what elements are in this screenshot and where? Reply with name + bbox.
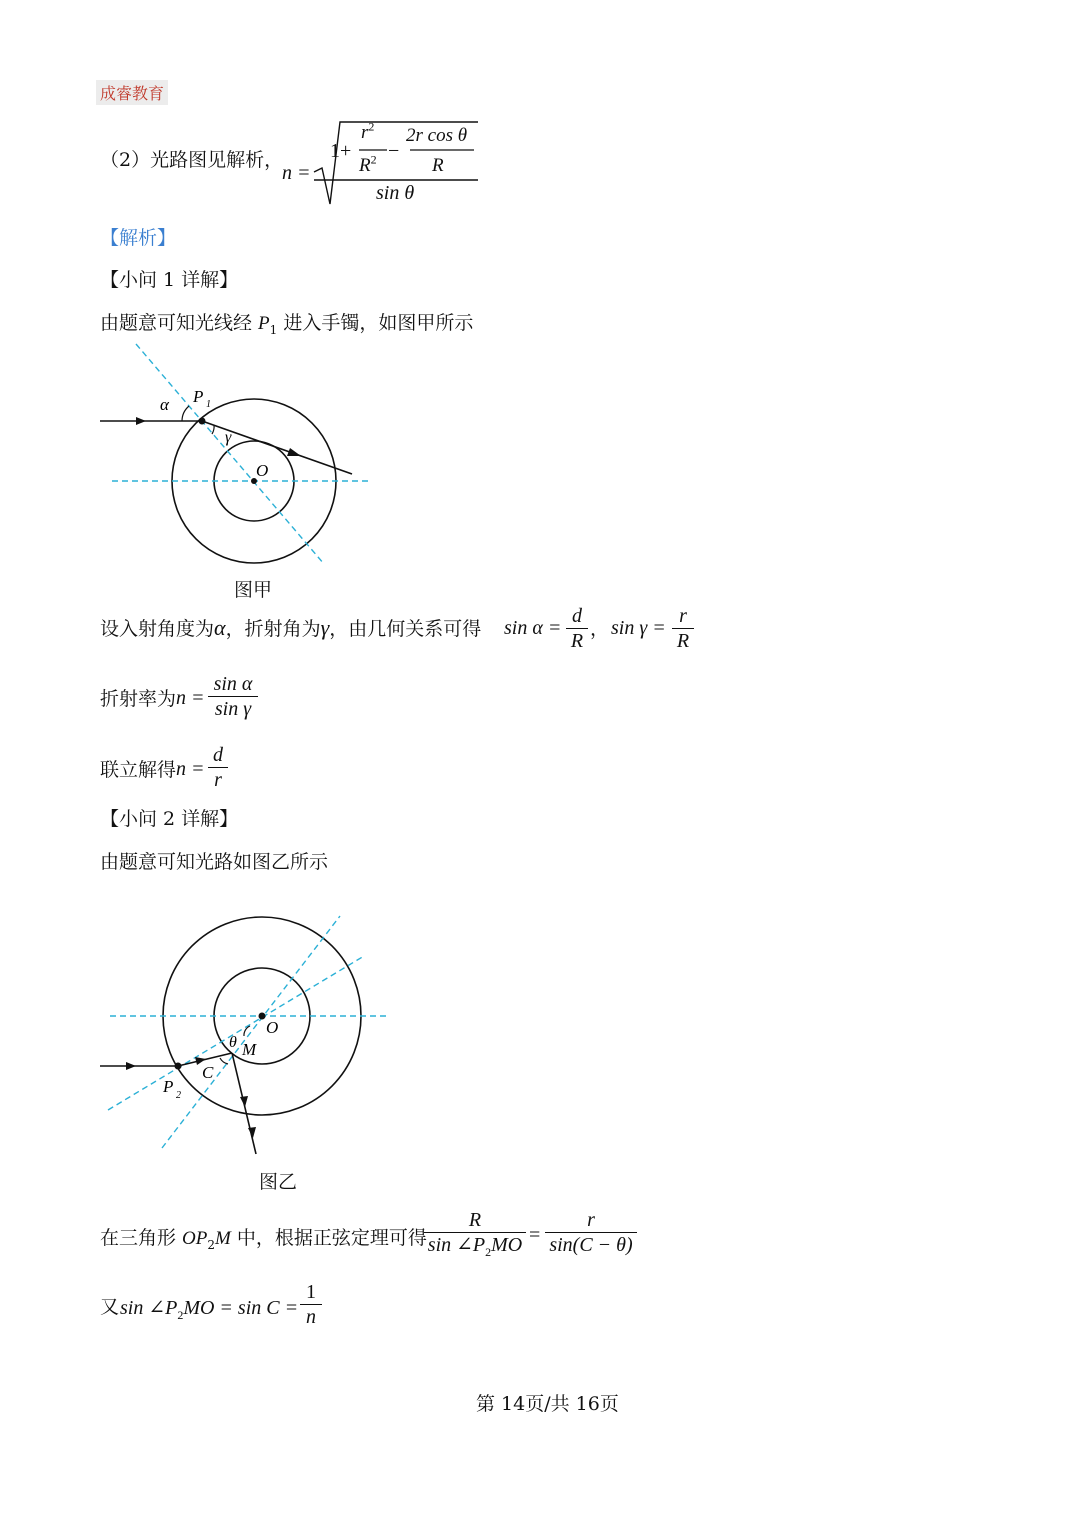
- q2-equals: =: [529, 1224, 541, 1246]
- label-jiexi: 【解析】: [100, 227, 177, 249]
- q1-line2: 设入射角度为α，折射角为γ，由几何关系可得: [100, 615, 482, 640]
- fig1-label-gamma: γ: [225, 429, 232, 446]
- q2-frac-1-n: $\frac{1}{n}$: [300, 1280, 322, 1329]
- answer2-minus: −: [388, 140, 400, 162]
- figure-yi-caption: 图乙: [259, 1171, 298, 1193]
- fig2-label-theta: θ: [229, 1034, 237, 1051]
- q1-frac-sin: $\frac{\text{sin α}}{\text{sin γ}}$: [208, 672, 258, 721]
- q2-line2: 在三角形 $OP_2M$ 中，根据正弦定理可得: [100, 1227, 427, 1252]
- q2-line3-text: 又: [100, 1296, 120, 1318]
- label-q2: 【小问 2 详解】: [100, 808, 239, 830]
- fig1-label-o: O: [256, 461, 269, 480]
- figure-yi: [96, 910, 396, 1160]
- fig1-label-alpha: α: [160, 395, 169, 414]
- figure-jia-caption: 图甲: [234, 579, 273, 601]
- q1-sin-alpha-eq: sin α =: [504, 617, 562, 639]
- fig2-arrow-in: [126, 1062, 136, 1070]
- fig1-arrow-in: [136, 417, 146, 425]
- answer2-R: R: [432, 155, 444, 176]
- q2-frac-r-sin: $\frac{r}{\sin(C - \theta)}$: [545, 1208, 637, 1257]
- fig2-m-arc: [220, 1058, 228, 1064]
- fig2-line-op2: [108, 956, 364, 1110]
- fig1-gamma-arc: [212, 425, 214, 434]
- answer2-prefix: （2）光路图见解析，: [100, 149, 284, 171]
- q1-frac-r-R: $\frac{r}{R}$: [672, 604, 694, 653]
- q2-line3-expr: $\sin \angle P_2MO = \sin C$ =: [120, 1297, 299, 1322]
- answer2-R2: $R^2$: [359, 152, 377, 176]
- fig2-label-p: P: [163, 1077, 174, 1096]
- page-footer: 第 14页/共 16页: [476, 1393, 619, 1415]
- fig2-point-o: [259, 1013, 266, 1020]
- fig1-point-p1: [199, 418, 206, 425]
- fig2-line-om: [162, 916, 340, 1148]
- q1-line4-n-eq: n =: [176, 758, 205, 780]
- q1-line4-text: 联立解得: [100, 759, 177, 781]
- fig2-label-p-sub: 2: [176, 1090, 181, 1101]
- fig1-label-p-sub: 1: [206, 399, 211, 410]
- fig1-arrow-out: [287, 448, 301, 456]
- q1-line1: 由题意可知光线经 $P_1$ 进入手镯，如图甲所示: [100, 312, 474, 337]
- q1-frac-d-R: $\frac{d}{R}$: [566, 604, 588, 653]
- q1-frac-d-r: $\frac{d}{r}$: [208, 743, 228, 792]
- fig1-label-p: P: [193, 387, 204, 406]
- fig2-label-m: M: [242, 1040, 257, 1059]
- answer2-sin-theta: sin θ: [376, 182, 415, 204]
- fig2-label-o: O: [266, 1018, 279, 1037]
- q2-line1: 由题意可知光路如图乙所示: [100, 851, 329, 873]
- answer2-one-plus: 1+: [330, 140, 352, 162]
- q1-line3-text: 折射率为: [100, 688, 177, 710]
- answer2-r2: $r^2$: [361, 119, 375, 143]
- label-q1: 【小问 1 详解】: [100, 269, 239, 291]
- q1-sin-gamma-eq: sin γ =: [611, 617, 666, 639]
- q1-line3-n-eq: n =: [176, 687, 205, 709]
- q1-comma: ，: [590, 618, 610, 640]
- answer2-2rcos: 2r cos θ: [406, 125, 468, 146]
- answer2-n-eq: n =: [282, 162, 311, 184]
- brand-tag: 成睿教育: [96, 80, 168, 105]
- fig2-label-c: C: [202, 1063, 214, 1082]
- q2-frac-R-sin: $\frac{R}{\sin \angle P_2MO}$: [424, 1208, 526, 1257]
- fig1-alpha-arc: [182, 406, 189, 421]
- figure-jia: [96, 340, 386, 580]
- fig2-point-p2: [175, 1063, 182, 1070]
